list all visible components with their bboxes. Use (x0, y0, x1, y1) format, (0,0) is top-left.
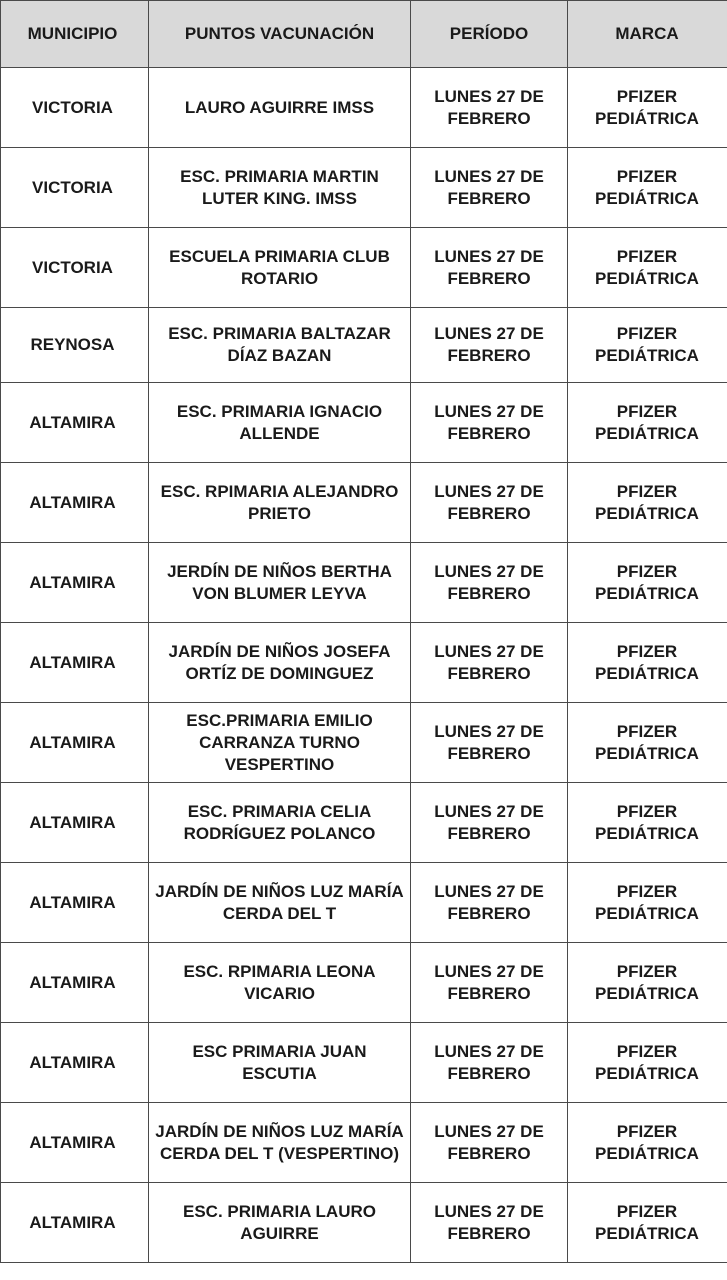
cell-municipio: ALTAMIRA (1, 943, 149, 1023)
cell-marca: PFIZER PEDIÁTRICA (568, 1103, 727, 1183)
cell-punto-vacunacion: JARDÍN DE NIÑOS LUZ MARÍA CERDA DEL T (149, 863, 411, 943)
table-row (1, 68, 727, 148)
cell-punto-vacunacion: LAURO AGUIRRE IMSS (149, 68, 411, 148)
header-puntos-vacunacion: PUNTOS VACUNACIÓN (149, 1, 411, 68)
cell-municipio: VICTORIA (1, 228, 149, 308)
cell-marca: PFIZER PEDIÁTRICA (568, 68, 727, 148)
header-municipio: MUNICIPIO (1, 1, 149, 68)
table-row (1, 943, 727, 1023)
table-row (1, 543, 727, 623)
cell-municipio: VICTORIA (1, 68, 149, 148)
cell-periodo: LUNES 27 DE FEBRERO (411, 863, 568, 943)
table-row (1, 1183, 727, 1263)
cell-periodo: LUNES 27 DE FEBRERO (411, 1103, 568, 1183)
table-body (1, 68, 727, 1263)
table-row (1, 783, 727, 863)
cell-punto-vacunacion: ESC. RPIMARIA ALEJANDRO PRIETO (149, 463, 411, 543)
table-row (1, 308, 727, 383)
cell-municipio: ALTAMIRA (1, 543, 149, 623)
cell-marca: PFIZER PEDIÁTRICA (568, 228, 727, 308)
cell-municipio: ALTAMIRA (1, 863, 149, 943)
table-row (1, 1023, 727, 1103)
cell-punto-vacunacion: ESC. PRIMARIA MARTIN LUTER KING. IMSS (149, 148, 411, 228)
cell-municipio: ALTAMIRA (1, 1023, 149, 1103)
table-row (1, 1103, 727, 1183)
cell-municipio: ALTAMIRA (1, 703, 149, 783)
cell-punto-vacunacion: ESCUELA PRIMARIA CLUB ROTARIO (149, 228, 411, 308)
cell-marca: PFIZER PEDIÁTRICA (568, 703, 727, 783)
cell-periodo: LUNES 27 DE FEBRERO (411, 228, 568, 308)
cell-municipio: ALTAMIRA (1, 783, 149, 863)
cell-marca: PFIZER PEDIÁTRICA (568, 783, 727, 863)
table-row (1, 383, 727, 463)
cell-punto-vacunacion: ESC. PRIMARIA BALTAZAR DÍAZ BAZAN (149, 308, 411, 383)
header-periodo: PERÍODO (411, 1, 568, 68)
cell-municipio: VICTORIA (1, 148, 149, 228)
cell-punto-vacunacion: ESC. PRIMARIA LAURO AGUIRRE (149, 1183, 411, 1263)
cell-periodo: LUNES 27 DE FEBRERO (411, 703, 568, 783)
table-row (1, 623, 727, 703)
cell-punto-vacunacion: ESC. PRIMARIA CELIA RODRÍGUEZ POLANCO (149, 783, 411, 863)
cell-marca: PFIZER PEDIÁTRICA (568, 463, 727, 543)
cell-periodo: LUNES 27 DE FEBRERO (411, 1183, 568, 1263)
header-row (1, 1, 727, 68)
cell-municipio: ALTAMIRA (1, 1103, 149, 1183)
cell-municipio: ALTAMIRA (1, 1183, 149, 1263)
cell-punto-vacunacion: ESC PRIMARIA JUAN ESCUTIA (149, 1023, 411, 1103)
cell-periodo: LUNES 27 DE FEBRERO (411, 543, 568, 623)
cell-periodo: LUNES 27 DE FEBRERO (411, 943, 568, 1023)
cell-punto-vacunacion: ESC. PRIMARIA IGNACIO ALLENDE (149, 383, 411, 463)
cell-punto-vacunacion: ESC. RPIMARIA LEONA VICARIO (149, 943, 411, 1023)
table-row (1, 703, 727, 783)
cell-marca: PFIZER PEDIÁTRICA (568, 383, 727, 463)
cell-marca: PFIZER PEDIÁTRICA (568, 623, 727, 703)
cell-punto-vacunacion: JERDÍN DE NIÑOS BERTHA VON BLUMER LEYVA (149, 543, 411, 623)
table-header (1, 1, 727, 68)
cell-municipio: ALTAMIRA (1, 383, 149, 463)
cell-periodo: LUNES 27 DE FEBRERO (411, 383, 568, 463)
cell-marca: PFIZER PEDIÁTRICA (568, 943, 727, 1023)
table-row (1, 228, 727, 308)
cell-punto-vacunacion: ESC.PRIMARIA EMILIO CARRANZA TURNO VESPERTINO (149, 703, 411, 783)
cell-marca: PFIZER PEDIÁTRICA (568, 308, 727, 383)
cell-municipio: REYNOSA (1, 308, 149, 383)
cell-periodo: LUNES 27 DE FEBRERO (411, 1023, 568, 1103)
table-row (1, 148, 727, 228)
cell-periodo: LUNES 27 DE FEBRERO (411, 783, 568, 863)
cell-periodo: LUNES 27 DE FEBRERO (411, 463, 568, 543)
cell-marca: PFIZER PEDIÁTRICA (568, 543, 727, 623)
table-row (1, 863, 727, 943)
header-marca: MARCA (568, 1, 727, 68)
cell-marca: PFIZER PEDIÁTRICA (568, 148, 727, 228)
cell-periodo: LUNES 27 DE FEBRERO (411, 308, 568, 383)
table-row (1, 463, 727, 543)
cell-punto-vacunacion: JARDÍN DE NIÑOS LUZ MARÍA CERDA DEL T (VESPERTINO) (149, 1103, 411, 1183)
cell-marca: PFIZER PEDIÁTRICA (568, 863, 727, 943)
cell-periodo: LUNES 27 DE FEBRERO (411, 623, 568, 703)
cell-marca: PFIZER PEDIÁTRICA (568, 1183, 727, 1263)
cell-periodo: LUNES 27 DE FEBRERO (411, 148, 568, 228)
cell-punto-vacunacion: JARDÍN DE NIÑOS JOSEFA ORTÍZ DE DOMINGUEZ (149, 623, 411, 703)
cell-periodo: LUNES 27 DE FEBRERO (411, 68, 568, 148)
cell-municipio: ALTAMIRA (1, 463, 149, 543)
cell-municipio: ALTAMIRA (1, 623, 149, 703)
cell-marca: PFIZER PEDIÁTRICA (568, 1023, 727, 1103)
